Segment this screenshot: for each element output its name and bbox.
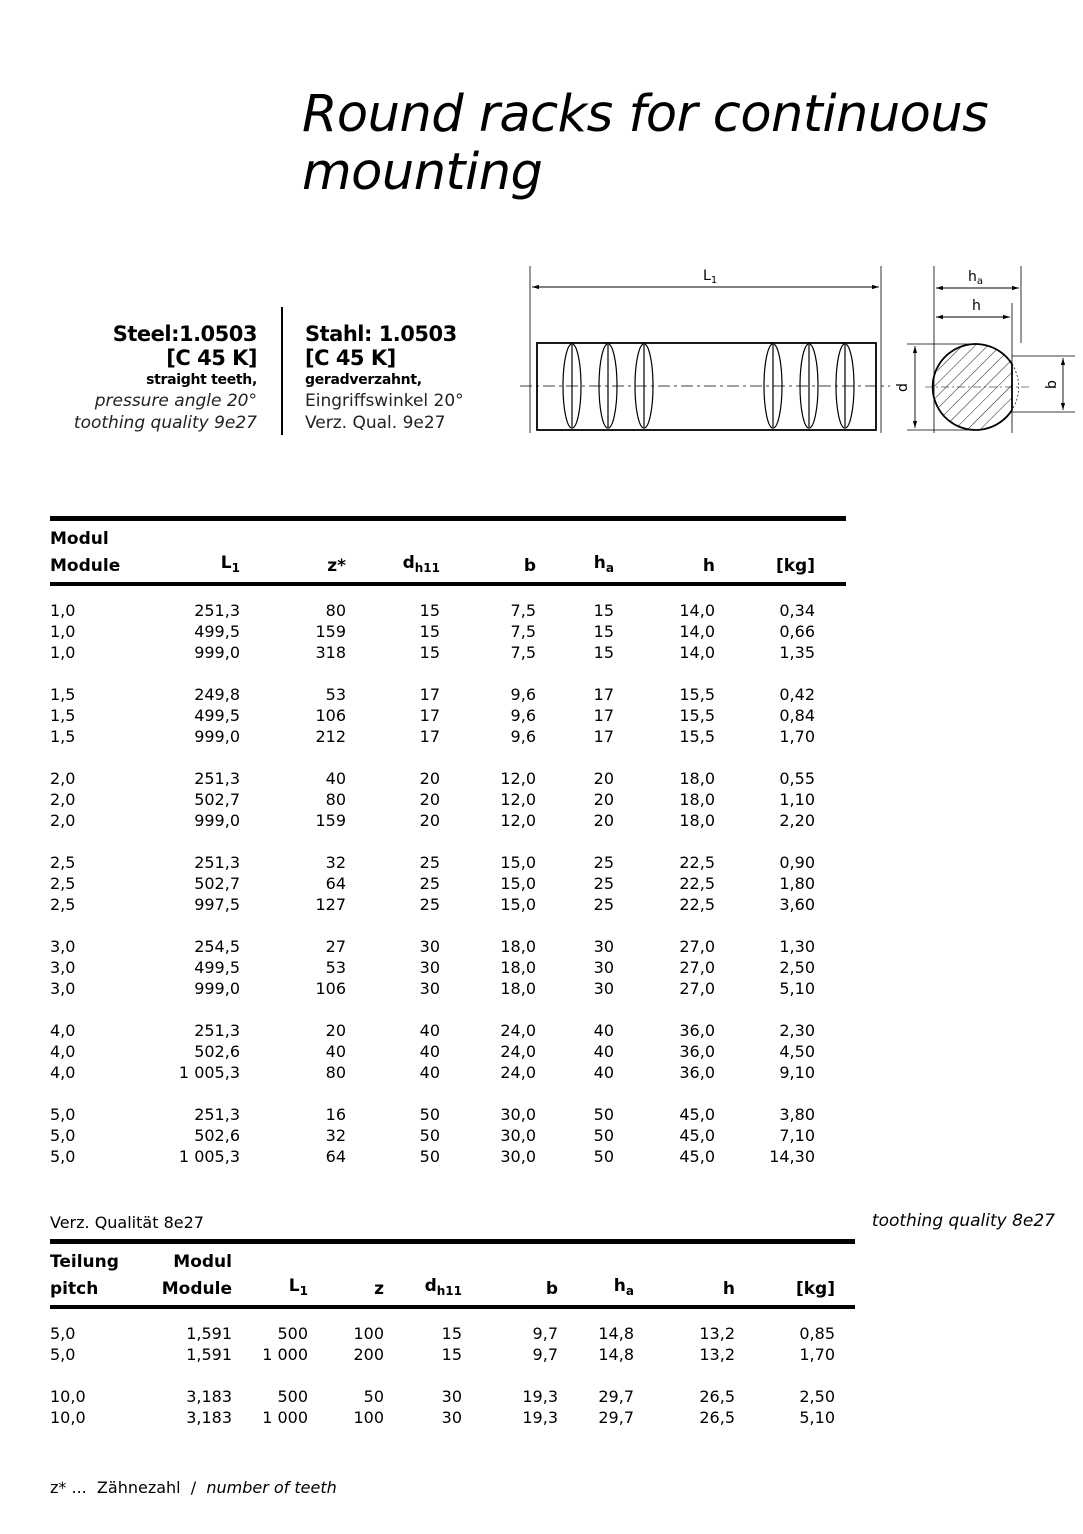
table-cell: 1,70 bbox=[779, 727, 815, 746]
table-cell: 30 bbox=[419, 979, 440, 998]
table-cell: 5,0 bbox=[50, 1105, 76, 1124]
table-row bbox=[50, 978, 846, 999]
table-cell: 17 bbox=[593, 727, 614, 746]
table-cell: 27 bbox=[325, 937, 346, 956]
table-cell: 25 bbox=[593, 895, 614, 914]
table-cell: 15,0 bbox=[500, 853, 536, 872]
title-line-1: Round racks for continuous bbox=[302, 85, 989, 144]
round-racks-table-body bbox=[50, 584, 846, 1167]
table-cell: 502,7 bbox=[194, 790, 240, 809]
table-cell: 5,10 bbox=[799, 1408, 835, 1427]
table-cell: 159 bbox=[315, 622, 346, 641]
table-cell: 40 bbox=[593, 1021, 614, 1040]
table-cell: 500 bbox=[277, 1324, 308, 1343]
table-row bbox=[50, 999, 846, 1041]
table-cell: 999,0 bbox=[194, 643, 240, 662]
table-cell: 80 bbox=[325, 790, 346, 809]
table-cell: 3,183 bbox=[186, 1387, 232, 1406]
table-cell: 40 bbox=[325, 769, 346, 788]
table-cell: 212 bbox=[315, 727, 346, 746]
table-cell: 40 bbox=[419, 1042, 440, 1061]
spec-material-de: Stahl: 1.0503 bbox=[305, 322, 457, 346]
table-cell: 13,2 bbox=[699, 1345, 735, 1364]
table-cell: 19,3 bbox=[522, 1408, 558, 1427]
table-cell: 12,0 bbox=[500, 769, 536, 788]
table-cell: 100 bbox=[353, 1324, 384, 1343]
table-row bbox=[50, 957, 846, 978]
table-cell: 1,70 bbox=[799, 1345, 835, 1364]
table-cell: 15 bbox=[593, 643, 614, 662]
table-cell: 15 bbox=[593, 622, 614, 641]
table-cell: 0,55 bbox=[779, 769, 815, 788]
table-cell: 24,0 bbox=[500, 1042, 536, 1061]
table-cell: 40 bbox=[325, 1042, 346, 1061]
table-cell: 5,0 bbox=[50, 1126, 76, 1145]
table-cell: 25 bbox=[419, 853, 440, 872]
spec-english bbox=[74, 322, 257, 434]
table-cell: 20 bbox=[593, 811, 614, 830]
table-cell: 45,0 bbox=[679, 1147, 715, 1166]
table-cell: 25 bbox=[593, 874, 614, 893]
spec-german bbox=[305, 322, 464, 434]
table-cell: 80 bbox=[325, 601, 346, 620]
header-kg: [kg] bbox=[715, 551, 815, 584]
table-cell: 3,60 bbox=[779, 895, 815, 914]
header-z: z* bbox=[240, 551, 346, 584]
table-cell: 1,0 bbox=[50, 622, 76, 641]
table-cell: 45,0 bbox=[679, 1126, 715, 1145]
table-cell: 36,0 bbox=[679, 1063, 715, 1082]
table-cell: 251,3 bbox=[194, 769, 240, 788]
table-cell: 500 bbox=[277, 1387, 308, 1406]
table-cell: 4,0 bbox=[50, 1042, 76, 1061]
spec-teeth-de: geradverzahnt, bbox=[305, 372, 422, 388]
dim-label-h: h bbox=[972, 298, 981, 314]
table-cell: 14,30 bbox=[769, 1147, 815, 1166]
footnote-symbol: z* ... bbox=[50, 1478, 87, 1497]
rack-side-view bbox=[520, 266, 890, 433]
table-row bbox=[50, 789, 846, 810]
table-cell: 17 bbox=[419, 727, 440, 746]
table-cell: 15 bbox=[419, 622, 440, 641]
table-cell: 19,3 bbox=[522, 1387, 558, 1406]
table-cell: 9,10 bbox=[779, 1063, 815, 1082]
table-cell: 14,0 bbox=[679, 643, 715, 662]
table-row bbox=[50, 1407, 855, 1428]
table-cell: 50 bbox=[363, 1387, 384, 1406]
table-cell: 0,34 bbox=[779, 601, 815, 620]
table-cell: 502,6 bbox=[194, 1042, 240, 1061]
table-cell: 32 bbox=[325, 853, 346, 872]
table-row bbox=[50, 1344, 855, 1365]
table-cell: 18,0 bbox=[500, 937, 536, 956]
table-cell: 2,20 bbox=[779, 811, 815, 830]
table-cell: 5,0 bbox=[50, 1324, 76, 1343]
table-cell: 17 bbox=[419, 706, 440, 725]
title-line-2: mounting bbox=[302, 143, 543, 202]
table-cell: 15 bbox=[441, 1345, 462, 1364]
table-cell: 1,0 bbox=[50, 601, 76, 620]
header-h-2: h bbox=[634, 1274, 735, 1307]
table-cell: 251,3 bbox=[194, 601, 240, 620]
table-cell: 22,5 bbox=[679, 895, 715, 914]
table-row bbox=[50, 663, 846, 705]
table-cell: 106 bbox=[315, 706, 346, 725]
table-cell: 15,0 bbox=[500, 895, 536, 914]
table-cell: 2,0 bbox=[50, 769, 76, 788]
table-cell: 25 bbox=[419, 874, 440, 893]
table-cell: 1,5 bbox=[50, 706, 76, 725]
table-cell: 36,0 bbox=[679, 1042, 715, 1061]
pitch-racks-table bbox=[50, 1239, 855, 1428]
table-cell: 1,591 bbox=[186, 1345, 232, 1364]
rack-end-view bbox=[895, 266, 1075, 433]
header-dh11: $d_{h11}$ bbox=[346, 551, 440, 584]
pitch-racks-table-body bbox=[50, 1307, 855, 1428]
dim-label-d: d bbox=[895, 383, 911, 392]
header-dh11-2: $d_{h11}$ bbox=[384, 1274, 462, 1307]
table-cell: 0,66 bbox=[779, 622, 815, 641]
table-cell: 7,5 bbox=[510, 643, 536, 662]
table-cell: 50 bbox=[593, 1126, 614, 1145]
round-racks-table bbox=[50, 516, 846, 1167]
table-cell: 251,3 bbox=[194, 853, 240, 872]
table-cell: 7,5 bbox=[510, 622, 536, 641]
header-teilung: Teilung bbox=[50, 1242, 140, 1275]
table-cell: 50 bbox=[419, 1126, 440, 1145]
header-h: h bbox=[614, 551, 715, 584]
footnote-de: Zähnezahl bbox=[96, 1478, 181, 1497]
table-cell: 80 bbox=[325, 1063, 346, 1082]
table-cell: 3,183 bbox=[186, 1408, 232, 1427]
table-cell: 9,7 bbox=[532, 1324, 558, 1343]
table-cell: 999,0 bbox=[194, 979, 240, 998]
table-cell: 2,5 bbox=[50, 853, 76, 872]
header-b-2: b bbox=[462, 1274, 558, 1307]
table-cell: 10,0 bbox=[50, 1408, 86, 1427]
table-cell: 30 bbox=[593, 979, 614, 998]
table-cell: 27,0 bbox=[679, 958, 715, 977]
table-cell: 2,5 bbox=[50, 895, 76, 914]
dim-label-ha: $h_a$ bbox=[968, 269, 984, 287]
table-cell: 25 bbox=[593, 853, 614, 872]
table-cell: 2,50 bbox=[779, 958, 815, 977]
table-cell: 127 bbox=[315, 895, 346, 914]
table-cell: 18,0 bbox=[500, 958, 536, 977]
table-cell: 53 bbox=[325, 685, 346, 704]
table-cell: 53 bbox=[325, 958, 346, 977]
table-cell: 30 bbox=[593, 937, 614, 956]
spec-quality-en: toothing quality 9e27 bbox=[73, 413, 257, 433]
header-kg-2: [kg] bbox=[735, 1274, 835, 1307]
table-cell: 50 bbox=[419, 1105, 440, 1124]
table-cell: 7,10 bbox=[779, 1126, 815, 1145]
dim-label-b: b bbox=[1044, 380, 1060, 389]
table-cell: 159 bbox=[315, 811, 346, 830]
table-cell: 13,2 bbox=[699, 1324, 735, 1343]
table-cell: 16 bbox=[325, 1105, 346, 1124]
table-cell: 64 bbox=[325, 1147, 346, 1166]
table-cell: 318 bbox=[315, 643, 346, 662]
table-cell: 2,50 bbox=[799, 1387, 835, 1406]
page-title bbox=[302, 86, 1062, 202]
header-L1: $L_1$ bbox=[140, 551, 240, 584]
header-pitch: pitch bbox=[50, 1274, 140, 1307]
footnote-sep: / bbox=[190, 1478, 197, 1497]
table-cell: 3,80 bbox=[779, 1105, 815, 1124]
table-cell: 24,0 bbox=[500, 1021, 536, 1040]
table-cell: 40 bbox=[593, 1063, 614, 1082]
table-cell: 3,0 bbox=[50, 979, 76, 998]
table-cell: 499,5 bbox=[194, 958, 240, 977]
table-cell: 22,5 bbox=[679, 853, 715, 872]
table-row bbox=[50, 747, 846, 789]
table-cell: 1 005,3 bbox=[178, 1063, 240, 1082]
table-cell: 15 bbox=[419, 601, 440, 620]
table-cell: 2,5 bbox=[50, 874, 76, 893]
table-cell: 249,8 bbox=[194, 685, 240, 704]
header-modul: Modul bbox=[50, 519, 140, 552]
table-cell: 4,50 bbox=[779, 1042, 815, 1061]
table-cell: 499,5 bbox=[194, 622, 240, 641]
table-cell: 7,5 bbox=[510, 601, 536, 620]
table-cell: 18,0 bbox=[679, 769, 715, 788]
table-cell: 5,0 bbox=[50, 1345, 76, 1364]
spec-material-en: Steel:1.0503 bbox=[112, 322, 257, 346]
table-row bbox=[50, 1146, 846, 1167]
table-cell: 10,0 bbox=[50, 1387, 86, 1406]
table-cell: 251,3 bbox=[194, 1105, 240, 1124]
table-cell: 29,7 bbox=[598, 1408, 634, 1427]
table-cell: 502,7 bbox=[194, 874, 240, 893]
table-cell: 2,30 bbox=[779, 1021, 815, 1040]
table-cell: 9,6 bbox=[510, 727, 536, 746]
header-module: Module bbox=[50, 551, 140, 584]
table-cell: 4,0 bbox=[50, 1063, 76, 1082]
table-cell: 15,0 bbox=[500, 874, 536, 893]
table-cell: 997,5 bbox=[194, 895, 240, 914]
table-cell: 106 bbox=[315, 979, 346, 998]
table-cell: 999,0 bbox=[194, 727, 240, 746]
header-modul-2: Modul bbox=[140, 1242, 232, 1275]
spec-angle-en: pressure angle 20° bbox=[94, 391, 257, 411]
header-ha: $h_a$ bbox=[536, 551, 614, 584]
table-cell: 15,5 bbox=[679, 706, 715, 725]
table-cell: 1,35 bbox=[779, 643, 815, 662]
table-cell: 20 bbox=[325, 1021, 346, 1040]
table-row bbox=[50, 1062, 846, 1083]
header-L1-2: $L_1$ bbox=[232, 1274, 308, 1307]
table-cell: 17 bbox=[593, 706, 614, 725]
table-cell: 499,5 bbox=[194, 706, 240, 725]
table-cell: 2,0 bbox=[50, 790, 76, 809]
table-cell: 5,0 bbox=[50, 1147, 76, 1166]
table-row bbox=[50, 642, 846, 663]
table-cell: 14,0 bbox=[679, 622, 715, 641]
quality-label-en: toothing quality 8e27 bbox=[871, 1211, 1055, 1231]
table-cell: 9,6 bbox=[510, 706, 536, 725]
table-cell: 30 bbox=[419, 937, 440, 956]
table-row bbox=[50, 705, 846, 726]
table-cell: 15,5 bbox=[679, 685, 715, 704]
table-cell: 18,0 bbox=[679, 811, 715, 830]
table-cell: 15 bbox=[441, 1324, 462, 1343]
table-cell: 999,0 bbox=[194, 811, 240, 830]
table-cell: 0,90 bbox=[779, 853, 815, 872]
footnote-en: number of teeth bbox=[206, 1478, 337, 1497]
table-cell: 30 bbox=[441, 1408, 462, 1427]
table-cell: 15 bbox=[419, 643, 440, 662]
table-cell: 40 bbox=[419, 1063, 440, 1082]
spec-grade-en: [C 45 K] bbox=[166, 346, 257, 370]
table-row bbox=[50, 1041, 846, 1062]
table-cell: 9,7 bbox=[532, 1345, 558, 1364]
spec-teeth-en: straight teeth, bbox=[146, 372, 257, 388]
table-cell: 12,0 bbox=[500, 811, 536, 830]
table-cell: 0,85 bbox=[799, 1324, 835, 1343]
table-cell: 50 bbox=[419, 1147, 440, 1166]
table-row bbox=[50, 1125, 846, 1146]
table-row bbox=[50, 1365, 855, 1407]
spec-angle-de: Eingriffswinkel 20° bbox=[305, 391, 464, 411]
table-cell: 100 bbox=[353, 1408, 384, 1427]
header-ha-2: $h_a$ bbox=[558, 1274, 634, 1307]
table-cell: 20 bbox=[593, 769, 614, 788]
spec-quality-de: Verz. Qual. 9e27 bbox=[305, 413, 446, 433]
table-cell: 18,0 bbox=[679, 790, 715, 809]
table-cell: 15,5 bbox=[679, 727, 715, 746]
table-cell: 27,0 bbox=[679, 979, 715, 998]
table-cell: 40 bbox=[419, 1021, 440, 1040]
table-cell: 22,5 bbox=[679, 874, 715, 893]
footnote bbox=[50, 1478, 337, 1497]
table-cell: 3,0 bbox=[50, 958, 76, 977]
table-cell: 18,0 bbox=[500, 979, 536, 998]
table-cell: 3,0 bbox=[50, 937, 76, 956]
table-cell: 14,0 bbox=[679, 601, 715, 620]
table-cell: 1,0 bbox=[50, 643, 76, 662]
table-cell: 30 bbox=[419, 958, 440, 977]
table-cell: 14,8 bbox=[598, 1345, 634, 1364]
table-cell: 30,0 bbox=[500, 1147, 536, 1166]
table-cell: 20 bbox=[419, 790, 440, 809]
table-cell: 26,5 bbox=[699, 1408, 735, 1427]
table-row bbox=[50, 1083, 846, 1125]
table-row bbox=[50, 726, 846, 747]
table-cell: 30 bbox=[593, 958, 614, 977]
table-cell: 1,80 bbox=[779, 874, 815, 893]
table-cell: 30,0 bbox=[500, 1105, 536, 1124]
table-cell: 15 bbox=[593, 601, 614, 620]
table-cell: 254,5 bbox=[194, 937, 240, 956]
table-cell: 4,0 bbox=[50, 1021, 76, 1040]
table-cell: 14,8 bbox=[598, 1324, 634, 1343]
table-cell: 36,0 bbox=[679, 1021, 715, 1040]
table-cell: 1,5 bbox=[50, 685, 76, 704]
table-cell: 27,0 bbox=[679, 937, 715, 956]
table-row bbox=[50, 584, 846, 621]
spec-grade-de: [C 45 K] bbox=[305, 346, 396, 370]
table-cell: 251,3 bbox=[194, 1021, 240, 1040]
table-cell: 24,0 bbox=[500, 1063, 536, 1082]
table-cell: 17 bbox=[419, 685, 440, 704]
table-cell: 1 005,3 bbox=[178, 1147, 240, 1166]
table-cell: 30,0 bbox=[500, 1126, 536, 1145]
table-cell: 26,5 bbox=[699, 1387, 735, 1406]
table-cell: 5,10 bbox=[779, 979, 815, 998]
table-cell: 20 bbox=[419, 811, 440, 830]
table-row bbox=[50, 621, 846, 642]
table-row bbox=[50, 873, 846, 894]
header-z-2: z bbox=[308, 1274, 384, 1307]
header-b: b bbox=[440, 551, 536, 584]
table-cell: 30 bbox=[441, 1387, 462, 1406]
table-row bbox=[50, 894, 846, 915]
table-cell: 32 bbox=[325, 1126, 346, 1145]
rack-technical-drawing bbox=[515, 258, 1080, 438]
table-cell: 1,591 bbox=[186, 1324, 232, 1343]
table-cell: 29,7 bbox=[598, 1387, 634, 1406]
table-cell: 50 bbox=[593, 1147, 614, 1166]
table-row bbox=[50, 915, 846, 957]
table-cell: 20 bbox=[419, 769, 440, 788]
table-cell: 502,6 bbox=[194, 1126, 240, 1145]
dim-label-L1: $L_1$ bbox=[703, 268, 718, 286]
table-row bbox=[50, 831, 846, 873]
table-cell: 0,84 bbox=[779, 706, 815, 725]
table-cell: 20 bbox=[593, 790, 614, 809]
table-cell: 12,0 bbox=[500, 790, 536, 809]
table-cell: 2,0 bbox=[50, 811, 76, 830]
table-row bbox=[50, 810, 846, 831]
header-module-2: Module bbox=[140, 1274, 232, 1307]
table-cell: 25 bbox=[419, 895, 440, 914]
table-cell: 1,5 bbox=[50, 727, 76, 746]
table-cell: 64 bbox=[325, 874, 346, 893]
quality-label-de: Verz. Qualität 8e27 bbox=[50, 1213, 204, 1232]
table-row bbox=[50, 1307, 855, 1344]
table-cell: 9,6 bbox=[510, 685, 536, 704]
table-cell: 45,0 bbox=[679, 1105, 715, 1124]
table-cell: 0,42 bbox=[779, 685, 815, 704]
table-cell: 1,10 bbox=[779, 790, 815, 809]
table-cell: 200 bbox=[353, 1345, 384, 1364]
table-cell: 17 bbox=[593, 685, 614, 704]
table-cell: 1 000 bbox=[262, 1345, 308, 1364]
spec-divider bbox=[281, 307, 283, 435]
table-cell: 50 bbox=[593, 1105, 614, 1124]
table-cell: 1,30 bbox=[779, 937, 815, 956]
table-cell: 40 bbox=[593, 1042, 614, 1061]
table-cell: 1 000 bbox=[262, 1408, 308, 1427]
